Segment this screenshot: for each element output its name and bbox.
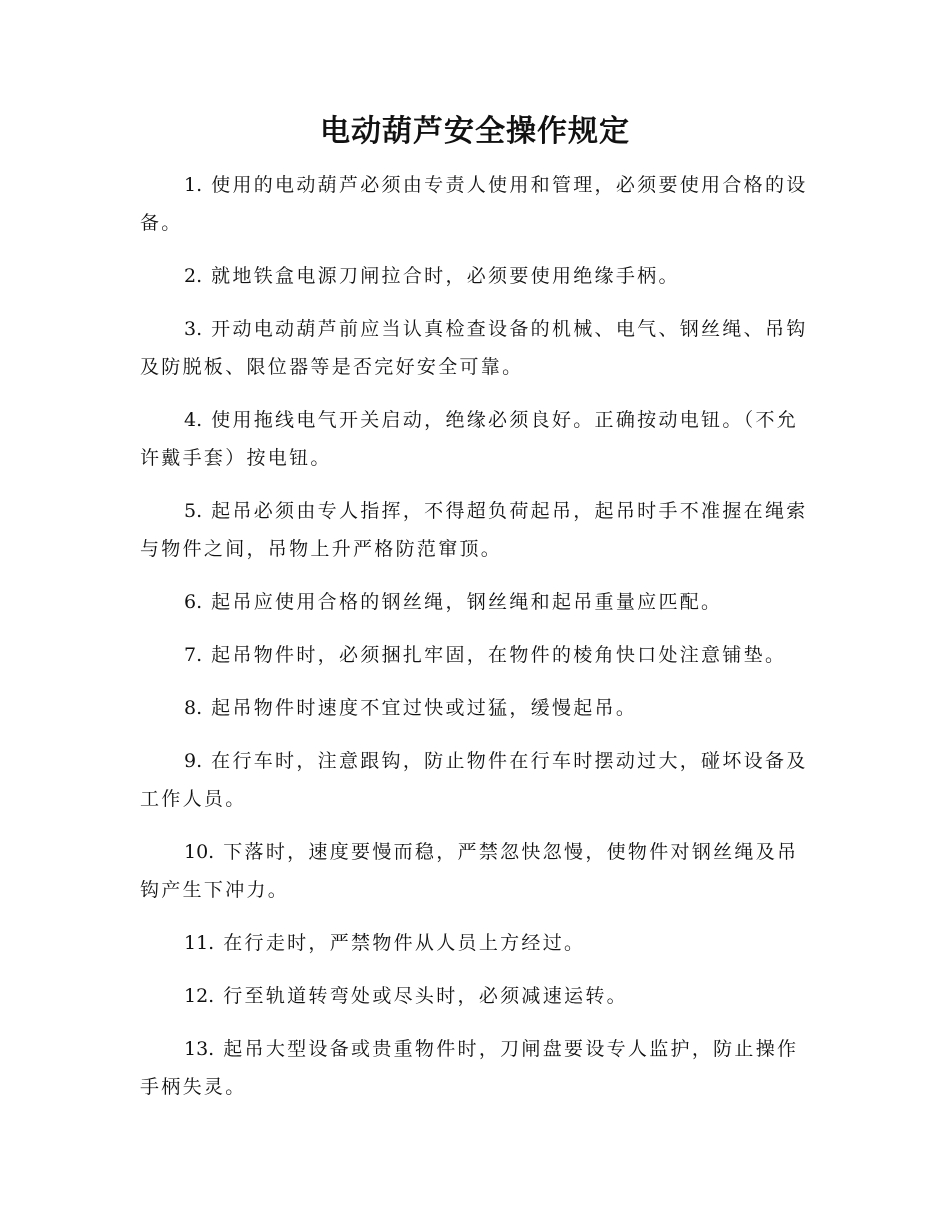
rule-text: 起吊物件时，必须捆扎牢固，在物件的棱角快口处注意铺垫。 [211,644,787,666]
rule-number: 7. [184,644,203,666]
rule-item-10 [140,833,812,909]
rule-item-2 [140,257,812,295]
rule-number: 12. [184,985,215,1007]
rule-item-13 [140,1030,812,1106]
document-title: 电动葫芦安全操作规定 [320,114,630,149]
rule-number: 1. [184,174,203,196]
rule-text: 起吊物件时速度不宜过快或过猛，缓慢起吊。 [211,697,638,719]
rule-text: 起吊必须由专人指挥，不得超负荷起吊，起吊时手不准握在绳索与物件之间，吊物上升严格防范窜顶。 [140,500,808,560]
rule-item-8 [140,689,812,727]
rule-number: 11. [184,932,215,954]
rule-item-7 [140,636,812,674]
rules-list [140,166,812,1121]
rule-item-1 [140,166,812,242]
rule-item-4 [140,401,812,477]
rule-text: 下落时，速度要慢而稳，严禁忽快忽慢，使物件对钢丝绳及吊钩产生下冲力。 [140,841,799,901]
rule-text: 起吊应使用合格的钢丝绳，钢丝绳和起吊重量应匹配。 [211,591,723,613]
rule-item-3 [140,310,812,386]
rule-number: 4. [184,409,203,431]
rule-text: 起吊大型设备或贵重物件时，刀闸盘要设专人监护，防止操作手柄失灵。 [140,1038,799,1098]
rule-text: 在行车时，注意跟钩，防止物件在行车时摆动过大，碰坏设备及工作人员。 [140,750,808,810]
rule-number: 2. [184,265,203,287]
rule-number: 3. [184,318,203,340]
rule-number: 9. [184,750,203,772]
rule-text: 就地铁盒电源刀闸拉合时，必须要使用绝缘手柄。 [211,265,680,287]
rule-number: 6. [184,591,203,613]
rule-text: 开动电动葫芦前应当认真检查设备的机械、电气、钢丝绳、吊钩及防脱板、限位器等是否完好安全可靠。 [140,318,808,378]
rule-number: 5. [184,500,203,522]
rule-number: 13. [184,1038,215,1060]
rule-text: 使用拖线电气开关启动，绝缘必须良好。正确按动电钮。（不允许戴手套）按电钮。 [140,409,799,469]
rule-text: 使用的电动葫芦必须由专责人使用和管理，必须要使用合格的设备。 [140,174,808,234]
rule-number: 8. [184,697,203,719]
rule-text: 行至轨道转弯处或尽头时，必须减速运转。 [223,985,628,1007]
rule-text: 在行走时，严禁物件从人员上方经过。 [223,932,586,954]
rule-number: 10. [184,841,215,863]
rule-item-9 [140,742,812,818]
rule-item-5 [140,492,812,568]
rule-item-11 [140,924,812,962]
rule-item-12 [140,977,812,1015]
rule-item-6 [140,583,812,621]
